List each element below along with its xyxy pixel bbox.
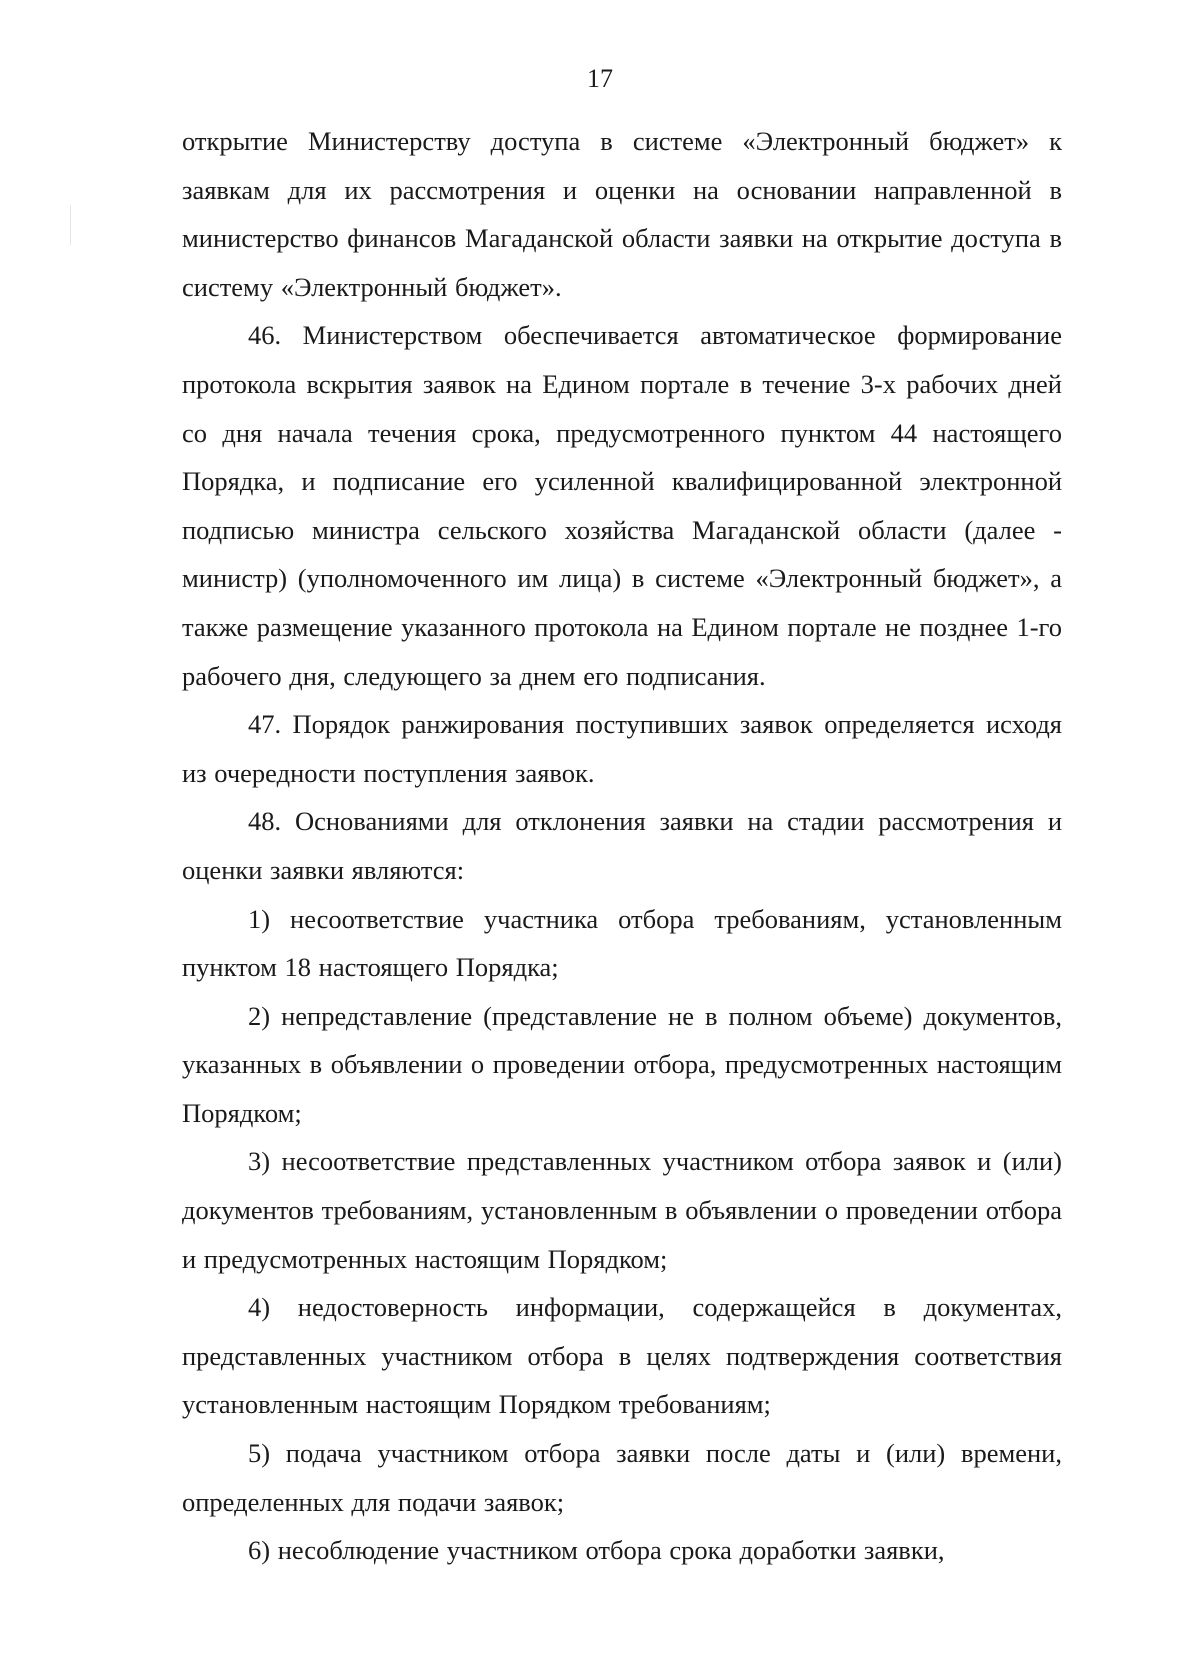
paragraph-47: 47. Порядок ранжирования поступивших заявок определяется исходя из очередности поступления заявок. [182, 709, 1062, 788]
paragraph-46: 46. Министерством обеспечивается автоматическое формирование протокола вскрытия заявок на Едином портале в течение 3-х рабочих дней со дня начала течения срока, предусмотренного пунктом 44 настоящего Порядка, и подписание его усиленной квалифицированной электронной подписью министра сельского хозяйства Магаданской области (далее - министр) (уполномоченного им лица) в системе «Электронный бюджет», а также размещение указанного протокола на Едином портале не позднее 1-го рабочего дня, следующего за днем его подписания. [182, 320, 1062, 691]
list-item-6: 6) несоблюдение участником отбора срока доработки заявки, [248, 1535, 945, 1566]
list-item-3: 3) несоответствие представленных участником отбора заявок и (или) документов требованиям, установленным в объявлении о проведении отбора и предусмотренных настоящим Порядком; [182, 1146, 1062, 1274]
paragraph-continuation: открытие Министерству доступа в системе «Электронный бюджет» к заявкам для их рассмотрения и оценки на основании направленной в министерство финансов Магаданской области заявки на открытие доступа в систему «Электронный бюджет». [182, 126, 1062, 302]
document-body [182, 117, 1062, 1575]
list-item-1: 1) несоответствие участника отбора требованиям, установленным пунктом 18 настоящего Порядка; [182, 903, 1062, 983]
scan-artifact [70, 205, 71, 245]
page-number: 17 [587, 64, 613, 93]
list-item-4: 4) недостоверность информации, содержащейся в документах, представленных участником отбора в целях подтверждения соответствия установленным настоящим Порядком требованиям; [182, 1292, 1062, 1420]
list-item-2: 2) непредставление (представление не в полном объеме) документов, указанных в объявлении о проведении отбора, предусмотренных настоящим Порядком; [182, 1000, 1062, 1128]
list-item-5: 5) подача участником отбора заявки после даты и (или) времени, определенных для подачи заявок; [182, 1438, 1062, 1517]
paragraph-48: 48. Основаниями для отклонения заявки на стадии рассмотрения и оценки заявки являются: [182, 806, 1062, 885]
